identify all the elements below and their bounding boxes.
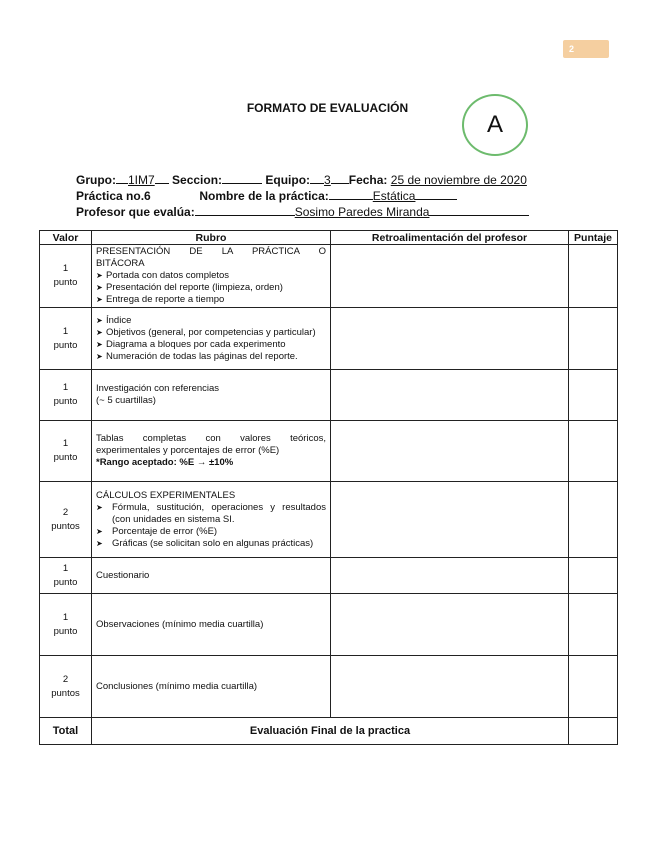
- rubro-line: experimentales y porcentajes de error (%E): [96, 445, 280, 456]
- list-item: ➤ Porcentaje de error (%E): [96, 526, 326, 538]
- valor-unit: punto: [53, 576, 78, 588]
- final-evaluation-label: Evaluación Final de la practica: [92, 718, 569, 745]
- info-line-2: [76, 188, 457, 203]
- list-item: ➤ Portada con datos completos: [96, 270, 326, 282]
- valor-number: 1: [62, 562, 69, 574]
- feedback-cell[interactable]: [331, 245, 569, 308]
- valor-unit: puntos: [51, 687, 80, 699]
- page-title: FORMATO DE EVALUACIÓN: [246, 101, 409, 115]
- table-row: [40, 245, 618, 308]
- header-puntaje: Puntaje: [569, 231, 618, 245]
- grupo-label: Grupo:: [76, 173, 116, 187]
- rubro-cell: [92, 308, 331, 370]
- valor-number: 2: [62, 673, 69, 685]
- equipo-label: Equipo:: [265, 173, 311, 187]
- valor-number: 2: [62, 506, 69, 518]
- rubric-table: [39, 230, 618, 745]
- table-row: [40, 558, 618, 594]
- valor-unit: puntos: [51, 520, 80, 532]
- list-item: ➤ Fórmula, sustitución, operaciones y resultados (con unidades en sistema SI.: [96, 502, 326, 526]
- list-item: ➤ Entrega de reporte a tiempo: [96, 294, 326, 306]
- blank-line: [429, 204, 529, 216]
- blank-line: [329, 188, 373, 200]
- blank-line: [415, 188, 457, 200]
- blank-line: [331, 172, 349, 184]
- rubro-line: Cuestionario: [96, 569, 150, 581]
- header-retroalimentacion: Retroalimentación del profesor: [331, 231, 569, 245]
- list-item: ➤ Diagrama a bloques por cada experimento: [96, 339, 326, 351]
- valor-cell: [40, 558, 92, 594]
- valor-cell: [40, 482, 92, 558]
- info-line-3: [76, 204, 529, 219]
- table-row: [40, 308, 618, 370]
- score-cell[interactable]: [569, 482, 618, 558]
- valor-number: 1: [62, 325, 69, 337]
- table-row: [40, 421, 618, 482]
- seccion-blank: [222, 172, 262, 184]
- valor-cell: [40, 370, 92, 421]
- valor-unit: punto: [53, 396, 78, 407]
- header-valor: Valor: [40, 231, 92, 245]
- rubro-cell: [92, 482, 331, 558]
- list-item: ➤ Presentación del reporte (limpieza, orden): [96, 282, 326, 294]
- grupo-value: 1IM7: [128, 173, 155, 187]
- table-row: [40, 482, 618, 558]
- list-item: ➤ Índice: [96, 315, 326, 327]
- blank-line: [195, 204, 295, 216]
- score-cell[interactable]: [569, 656, 618, 718]
- rubro-heading: PRESENTACIÓN DE LA PRÁCTICA O: [96, 246, 326, 257]
- blank-line: [155, 172, 169, 184]
- blank-line: [310, 172, 324, 184]
- score-cell[interactable]: [569, 370, 618, 421]
- score-cell[interactable]: [569, 594, 618, 656]
- valor-number: 1: [62, 263, 69, 274]
- score-cell[interactable]: [569, 421, 618, 482]
- valor-number: 1: [62, 438, 69, 449]
- total-row: [40, 718, 618, 745]
- valor-unit: punto: [53, 452, 78, 463]
- rubro-cell: [92, 245, 331, 308]
- grade-circle: [462, 94, 528, 156]
- profesor-label: Profesor que evalúa:: [76, 205, 195, 219]
- rubro-line: Conclusiones (mínimo media cuartilla): [96, 680, 258, 692]
- feedback-cell[interactable]: [331, 482, 569, 558]
- valor-unit: punto: [53, 625, 78, 637]
- info-line-1: [76, 172, 527, 187]
- rubro-line: *Rango aceptado: %E → ±10%: [96, 457, 234, 468]
- valor-cell: [40, 656, 92, 718]
- list-item: ➤ Objetivos (general, por competencias y particular): [96, 327, 326, 339]
- table-row: [40, 370, 618, 421]
- profesor-value: Sosimo Paredes Miranda: [294, 205, 430, 219]
- table-row: [40, 656, 618, 718]
- feedback-cell[interactable]: [331, 308, 569, 370]
- rubro-line: (~ 5 cuartillas): [96, 395, 156, 406]
- total-score-cell[interactable]: [569, 718, 618, 745]
- rubro-heading-2: BITÁCORA: [96, 258, 145, 269]
- rubro-cell: [92, 370, 331, 421]
- feedback-cell[interactable]: [331, 656, 569, 718]
- grade-letter: A: [486, 111, 503, 138]
- feedback-cell[interactable]: [331, 558, 569, 594]
- feedback-cell[interactable]: [331, 594, 569, 656]
- rubro-line: Investigación con referencias: [96, 383, 220, 394]
- valor-cell: [40, 308, 92, 370]
- valor-number: 1: [62, 611, 69, 623]
- score-cell[interactable]: [569, 558, 618, 594]
- total-label: Total: [40, 718, 92, 745]
- rubro-cell: [92, 558, 331, 594]
- rubro-heading: CÁLCULOS EXPERIMENTALES: [96, 489, 236, 501]
- rubro-cell: [92, 656, 331, 718]
- list-item: ➤ Numeración de todas las páginas del reporte.: [96, 351, 326, 363]
- feedback-cell[interactable]: [331, 370, 569, 421]
- table-row: [40, 594, 618, 656]
- rubro-cell: [92, 421, 331, 482]
- fecha-label: Fecha:: [348, 173, 388, 187]
- practica-label: Práctica no.6: [76, 189, 151, 203]
- seccion-label: Seccion:: [172, 173, 223, 187]
- valor-cell: [40, 245, 92, 308]
- rubro-cell: [92, 594, 331, 656]
- valor-number: 1: [62, 382, 69, 393]
- header-rubro: Rubro: [92, 231, 331, 245]
- nombre-value: Estática: [372, 189, 416, 203]
- nombre-label: Nombre de la práctica:: [199, 189, 329, 203]
- valor-unit: punto: [53, 277, 78, 288]
- feedback-cell[interactable]: [331, 421, 569, 482]
- list-item: ➤ Gráficas (se solicitan solo en algunas prácticas): [96, 538, 326, 550]
- rubro-line: Observaciones (mínimo media cuartilla): [96, 618, 264, 630]
- score-cell[interactable]: [569, 308, 618, 370]
- table-header-row: [40, 231, 618, 245]
- valor-cell: [40, 421, 92, 482]
- valor-unit: punto: [53, 339, 78, 351]
- equipo-value: 3: [324, 173, 331, 187]
- valor-cell: [40, 594, 92, 656]
- fecha-value: 25 de noviembre de 2020: [390, 173, 527, 187]
- page-number-badge: 2: [563, 40, 609, 58]
- blank-line: [116, 172, 128, 184]
- score-cell[interactable]: [569, 245, 618, 308]
- rubro-line: Tablas completas con valores teóricos,: [96, 433, 326, 444]
